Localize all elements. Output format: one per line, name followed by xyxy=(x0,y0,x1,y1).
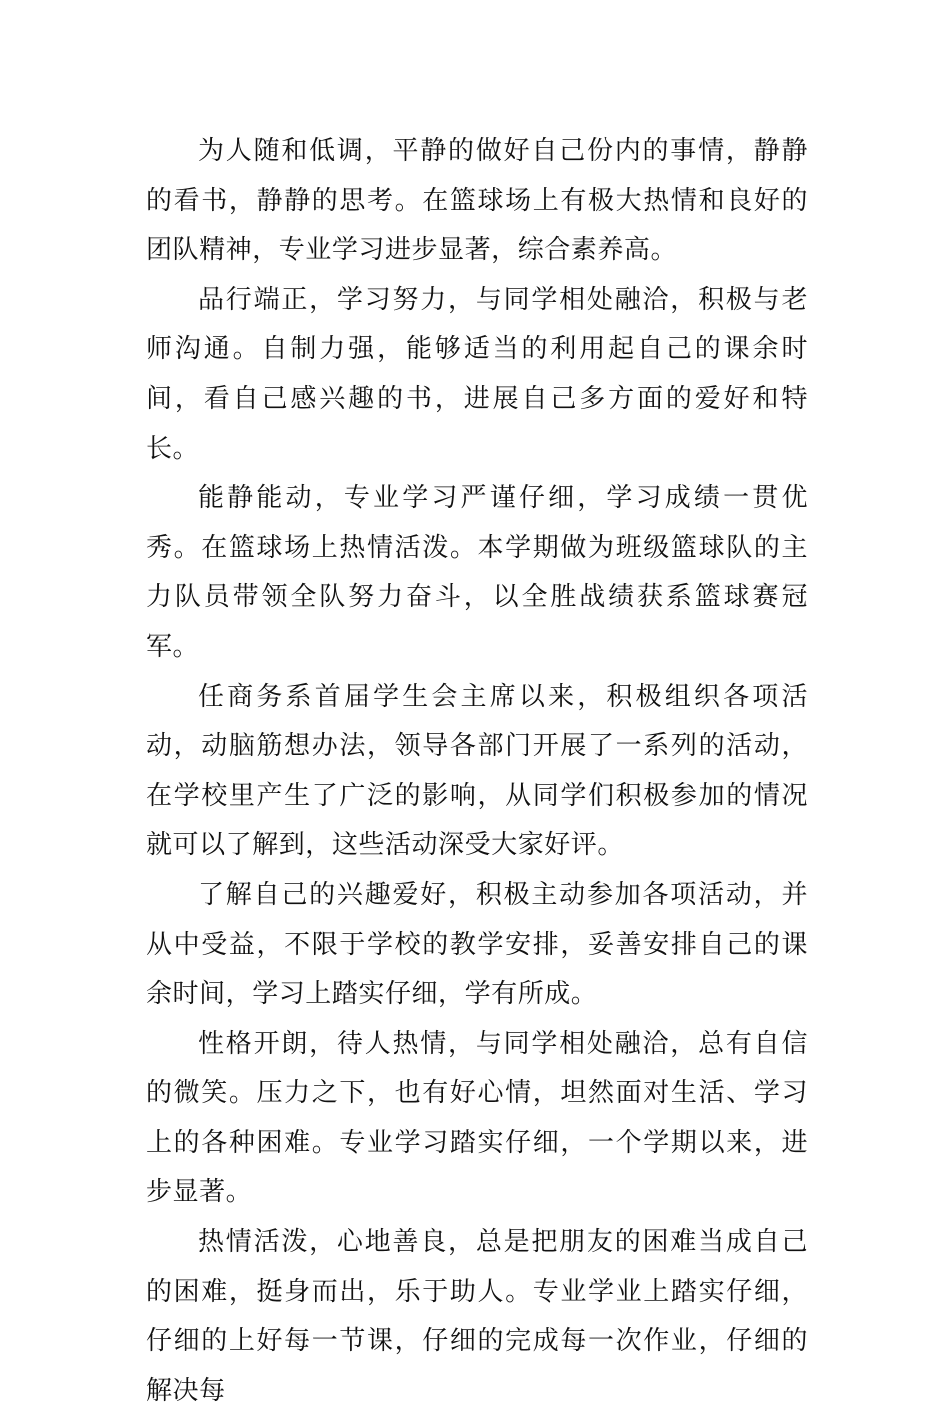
paragraph-2: 品行端正，学习努力，与同学相处融洽，积极与老师沟通。自制力强，能够适当的利用起自己的课余时间，看自己感兴趣的书，进展自己多方面的爱好和特长。 xyxy=(146,284,808,464)
paragraph-1: 为人随和低调，平静的做好自己份内的事情，静静的看书，静静的思考。在篮球场上有极大热情和良好的团队精神，专业学习进步显著，综合素养高。 xyxy=(146,136,808,266)
paragraph-6: 性格开朗，待人热情，与同学相处融洽，总有自信的微笑。压力之下，也有好心情，坦然面对生活、学习上的各种困难。专业学习踏实仔细，一个学期以来，进步显著。 xyxy=(146,1028,808,1208)
paragraph-5: 了解自己的兴趣爱好，积极主动参加各项活动，并从中受益，不限于学校的教学安排，妥善安排自己的课余时间，学习上踏实仔细，学有所成。 xyxy=(146,879,808,1010)
paragraph-4: 任商务系首届学生会主席以来，积极组织各项活动，动脑筋想办法，领导各部门开展了一系列的活动，在学校里产生了广泛的影响，从同学们积极参加的情况就可以了解到，这些活动深受大家好评。 xyxy=(146,681,808,861)
paragraph-7: 热情活泼，心地善良，总是把朋友的困难当成自己的困难，挺身而出，乐于助人。专业学业上踏实仔细，仔细的上好每一节课，仔细的完成每一次作业，仔细的解决每 xyxy=(146,1227,808,1406)
document-body xyxy=(146,127,808,1416)
paragraph-3: 能静能动，专业学习严谨仔细，学习成绩一贯优秀。在篮球场上热情活泼。本学期做为班级篮球队的主力队员带领全队努力奋斗，以全胜战绩获系篮球赛冠军。 xyxy=(146,483,808,662)
